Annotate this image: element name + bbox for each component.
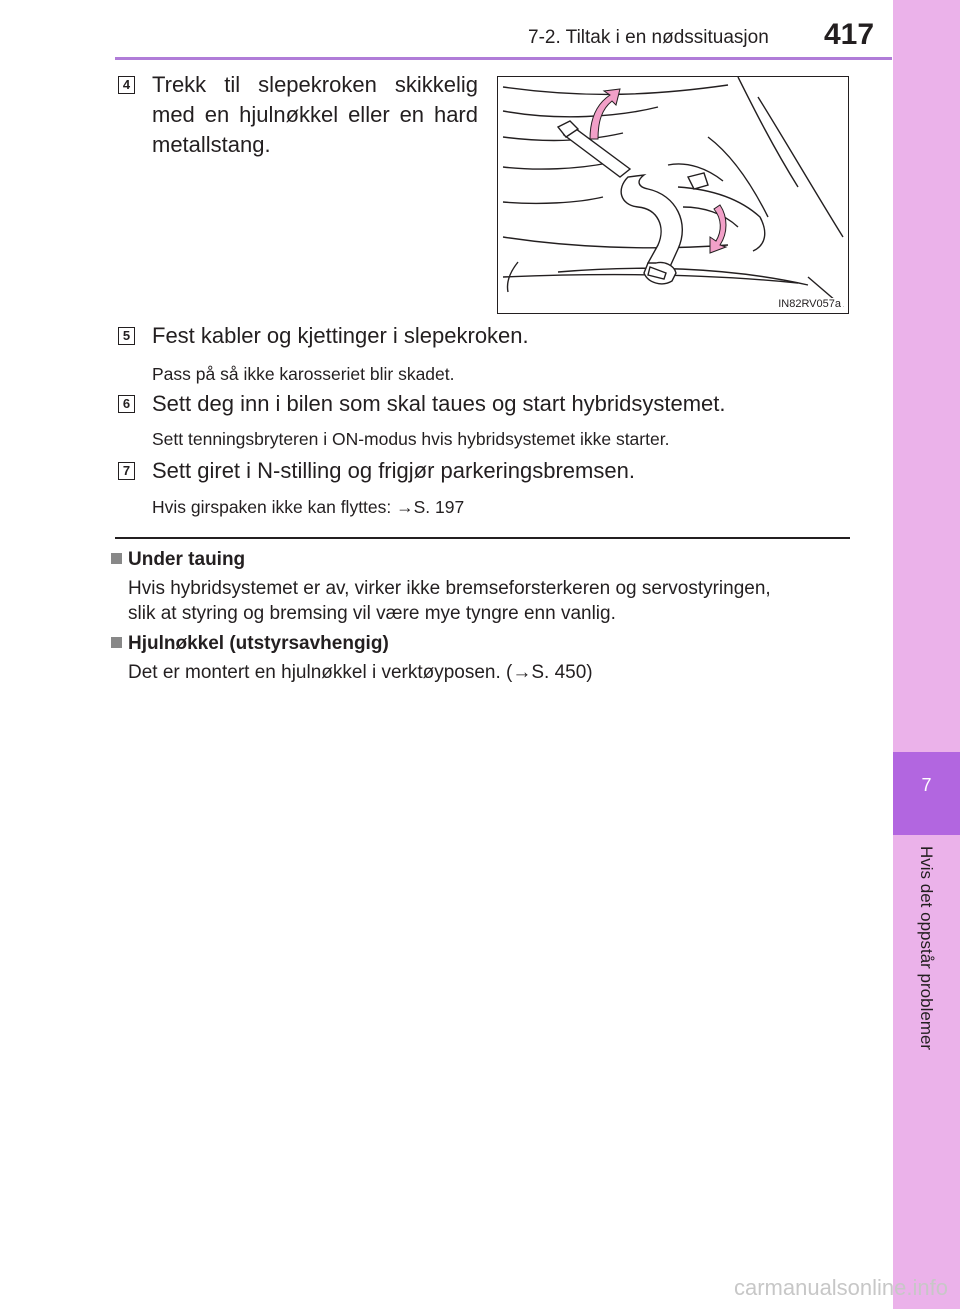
step-5-note: Pass på så ikke karosseriet blir skadet. — [152, 364, 455, 384]
step-7-note: Hvis girspaken ikke kan flyttes: →S. 197 — [152, 497, 465, 517]
note-line: Hvis hybridsystemet er av, virker ikke bremseforsterkeren og servostyringen, — [128, 578, 771, 599]
note-line: slik at styring og bremsing vil være mye tyngre enn vanlig. — [128, 603, 616, 624]
square-bullet-icon — [111, 553, 122, 564]
note-body-towing — [128, 576, 848, 626]
step-number-4: 4 — [118, 76, 135, 94]
note-title-wheel-wrench — [111, 633, 389, 655]
note-title-text: Hjulnøkkel (utstyrsavhengig) — [128, 633, 389, 654]
wheel-wrench-illustration — [497, 76, 849, 314]
step-7-text: Sett giret i N-stilling og frigjør parkeringsbremsen. — [152, 458, 635, 483]
header-rule — [115, 57, 892, 60]
step-number-6: 6 — [118, 395, 135, 413]
step-6-text: Sett deg inn i bilen som skal taues og start hybridsystemet. — [152, 391, 726, 416]
section-title: 7-2. Tiltak i en nødssituasjon — [528, 27, 769, 48]
step-4-text: Trekk til slepekroken skikkelig med en hjulnøkkel eller en hard metallstang. — [152, 72, 478, 157]
page-number: 417 — [824, 18, 875, 51]
note-body-wheel-wrench — [128, 660, 848, 685]
note-title-towing — [111, 549, 245, 571]
chapter-title: Hvis det oppstår problemer — [917, 846, 936, 1051]
note-line: Det er montert en hjulnøkkel i verktøyposen. (→S. 450) — [128, 662, 593, 683]
step-6-note: Sett tenningsbryteren i ON-modus hvis hybridsystemet ikke starter. — [152, 429, 670, 449]
figure-code: IN82RV057a — [778, 298, 841, 310]
rotation-arrow-icons — [590, 89, 726, 253]
watermark: carmanualsonline.info — [733, 1275, 948, 1300]
square-bullet-icon — [111, 637, 122, 648]
step-number-7: 7 — [118, 462, 135, 480]
note-title-text: Under tauing — [128, 549, 246, 570]
step-5-text: Fest kabler og kjettinger i slepekroken. — [152, 323, 529, 348]
section-divider — [115, 537, 850, 539]
chapter-number: 7 — [921, 775, 932, 795]
step-number-5: 5 — [118, 327, 135, 345]
bumper-tow-hook-drawing — [498, 77, 849, 314]
side-tab-upper — [893, 0, 960, 752]
